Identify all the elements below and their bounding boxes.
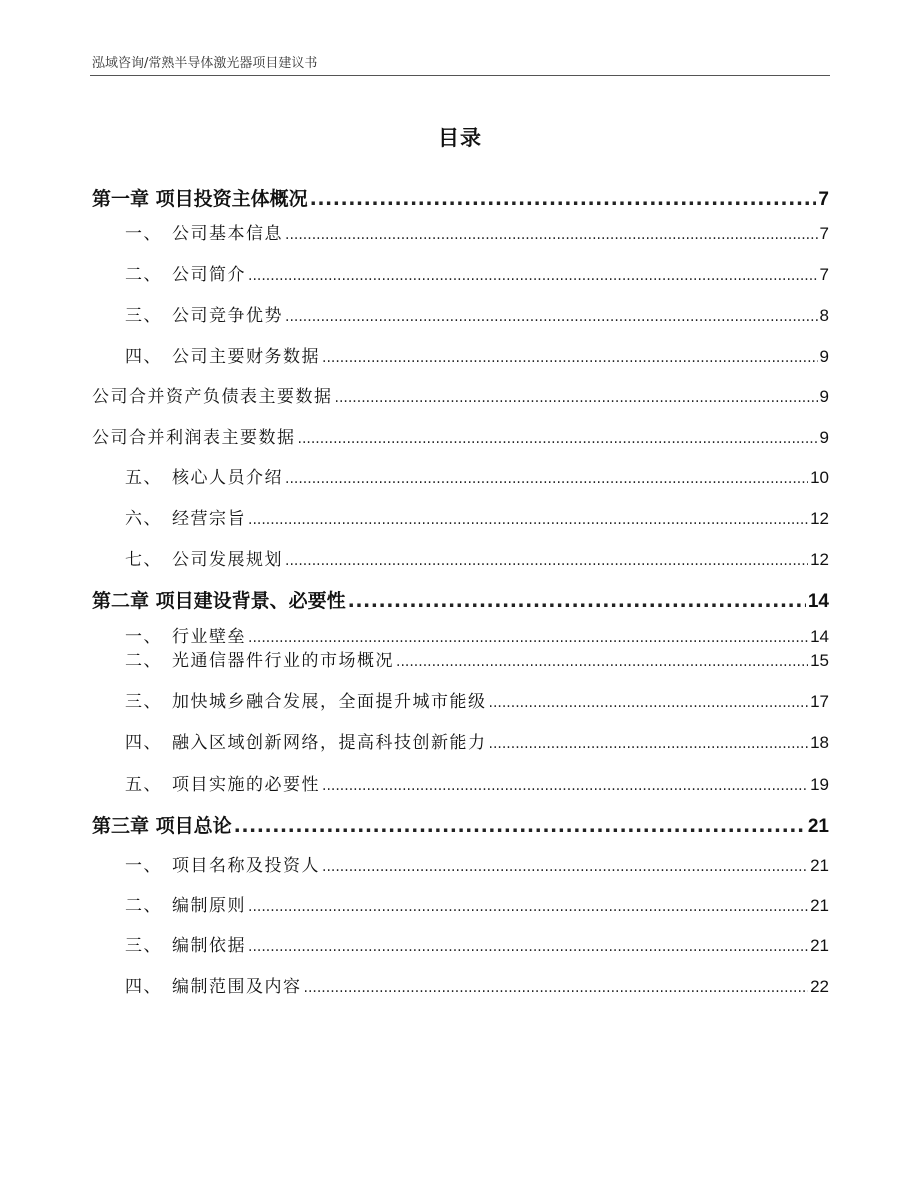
toc-entry-title: 光通信器件行业的市场概况 [172,651,394,671]
toc-page-number: 9 [819,387,829,406]
toc-entry-label [92,301,283,326]
toc-entry-number: 五、 [125,775,162,795]
toc-section-entry[interactable] [92,770,829,795]
toc-entry-title: 公司主要财务数据 [172,347,320,367]
dot-leader [335,390,818,406]
running-header: 泓域咨询/常熟半导体激光器项目建议书 [92,56,318,71]
toc-entry-title: 第二章 项目建设背景、必要性 [92,590,346,612]
dot-leader [248,939,808,955]
toc-entry-title: 公司合并资产负债表主要数据 [92,387,333,407]
toc-page-number: 12 [810,509,829,528]
dot-leader [322,778,808,794]
toc-entry-title: 公司竞争优势 [172,306,283,326]
toc-entry-title: 公司合并利润表主要数据 [92,428,296,448]
toc-page-number: 7 [819,224,829,243]
dot-leader [310,188,817,210]
toc-entry-number: 二、 [125,651,162,671]
toc-section-entry[interactable] [92,423,829,448]
toc-entry-title: 项目名称及投资人 [172,856,320,876]
toc-page-number: 21 [810,936,829,955]
toc-page-number: 14 [810,627,829,646]
toc-entry-title: 公司基本信息 [172,224,283,244]
toc-entry-label [92,463,283,488]
toc-entry-title: 核心人员介绍 [172,468,283,488]
dot-leader [285,227,818,243]
toc-entry-number: 七、 [125,550,162,570]
toc-entry-number: 五、 [125,468,162,488]
toc-section-entry[interactable] [92,622,829,647]
toc-title: 目录 [438,126,482,150]
toc-entry-title: 加快城乡融合发展，全面提升城市能级 [172,692,487,712]
toc-entry-label [92,545,283,570]
toc-entry-label [92,382,333,407]
toc-entry-title: 编制范围及内容 [172,977,302,997]
toc-entry-title: 第三章 项目总论 [92,815,232,837]
toc-entry-title: 编制依据 [172,936,246,956]
toc-entry-label [92,184,308,211]
toc-page-number: 8 [819,306,829,325]
dot-leader [248,630,808,646]
toc-chapter-entry[interactable] [92,811,829,838]
toc-entry-label [92,646,394,671]
toc-page-number: 7 [818,189,829,210]
dot-leader [489,695,809,711]
toc-page-number: 19 [810,775,829,794]
header-divider [90,75,830,76]
toc-page-number: 10 [810,468,829,487]
toc-entry-number: 三、 [125,692,162,712]
dot-leader [304,980,809,996]
toc-section-entry[interactable] [92,342,829,367]
toc-section-entry[interactable] [92,687,829,712]
toc-entry-number: 四、 [125,347,162,367]
toc-section-entry[interactable] [92,463,829,488]
toc-page-number: 21 [807,816,829,837]
dot-leader [248,268,818,284]
toc-page-number: 7 [819,265,829,284]
toc-section-entry[interactable] [92,646,829,671]
dot-leader [248,512,808,528]
toc-entry-number: 一、 [125,856,162,876]
toc-chapter-entry[interactable] [92,586,829,613]
toc-entry-label [92,687,487,712]
dot-leader [234,815,806,837]
toc-entry-label [92,219,283,244]
toc-entry-label [92,972,302,997]
toc-entry-label [92,770,320,795]
dot-leader [348,590,806,612]
toc-section-entry[interactable] [92,219,829,244]
toc-entry-title: 公司简介 [172,265,246,285]
dot-leader [285,471,808,487]
toc-entry-number: 四、 [125,733,162,753]
dot-leader [322,350,818,366]
toc-entry-title: 编制原则 [172,896,246,916]
toc-entry-number: 二、 [125,896,162,916]
toc-entry-number: 三、 [125,936,162,956]
toc-entry-number: 一、 [125,224,162,244]
toc-section-entry[interactable] [92,382,829,407]
toc-entry-title: 项目实施的必要性 [172,775,320,795]
toc-entry-label [92,423,296,448]
toc-entry-label [92,622,246,647]
toc-page-number: 21 [810,896,829,915]
dot-leader [298,431,818,447]
toc-section-entry[interactable] [92,504,829,529]
toc-page-number: 15 [810,651,829,670]
toc-section-entry[interactable] [92,545,829,570]
toc-entry-number: 二、 [125,265,162,285]
toc-section-entry[interactable] [92,972,829,997]
toc-entry-label [92,586,346,613]
toc-entry-title: 行业壁垒 [172,627,246,647]
toc-section-entry[interactable] [92,931,829,956]
toc-entry-title: 第一章 项目投资主体概况 [92,188,308,210]
toc-entry-title: 经营宗旨 [172,509,246,529]
toc-entry-number: 四、 [125,977,162,997]
dot-leader [285,553,808,569]
toc-page-number: 22 [810,977,829,996]
toc-section-entry[interactable] [92,301,829,326]
toc-section-entry[interactable] [92,851,829,876]
toc-page-number: 18 [810,733,829,752]
toc-entry-label [92,811,232,838]
toc-section-entry[interactable] [92,891,829,916]
toc-page-number: 9 [819,347,829,366]
toc-page-number: 14 [807,591,829,612]
toc-entry-number: 三、 [125,306,162,326]
toc-chapter-entry[interactable] [92,184,829,211]
dot-leader [322,859,808,875]
toc-entry-title: 融入区域创新网络，提高科技创新能力 [172,733,487,753]
toc-entry-label [92,931,246,956]
toc-entry-label [92,851,320,876]
dot-leader [285,309,818,325]
toc-entry-label [92,342,320,367]
toc-entry-label [92,504,246,529]
toc-entry-title: 公司发展规划 [172,550,283,570]
dot-leader [248,899,808,915]
toc-section-entry[interactable] [92,728,829,753]
toc-section-entry[interactable] [92,260,829,285]
toc-page-number: 17 [810,692,829,711]
toc-entry-number: 一、 [125,627,162,647]
toc-entry-label [92,728,487,753]
toc-entry-label [92,891,246,916]
dot-leader [489,736,809,752]
toc-page-number: 12 [810,550,829,569]
toc-page-number: 9 [819,428,829,447]
toc-page-number: 21 [810,856,829,875]
toc-entry-number: 六、 [125,509,162,529]
dot-leader [396,654,808,670]
toc-entry-label [92,260,246,285]
